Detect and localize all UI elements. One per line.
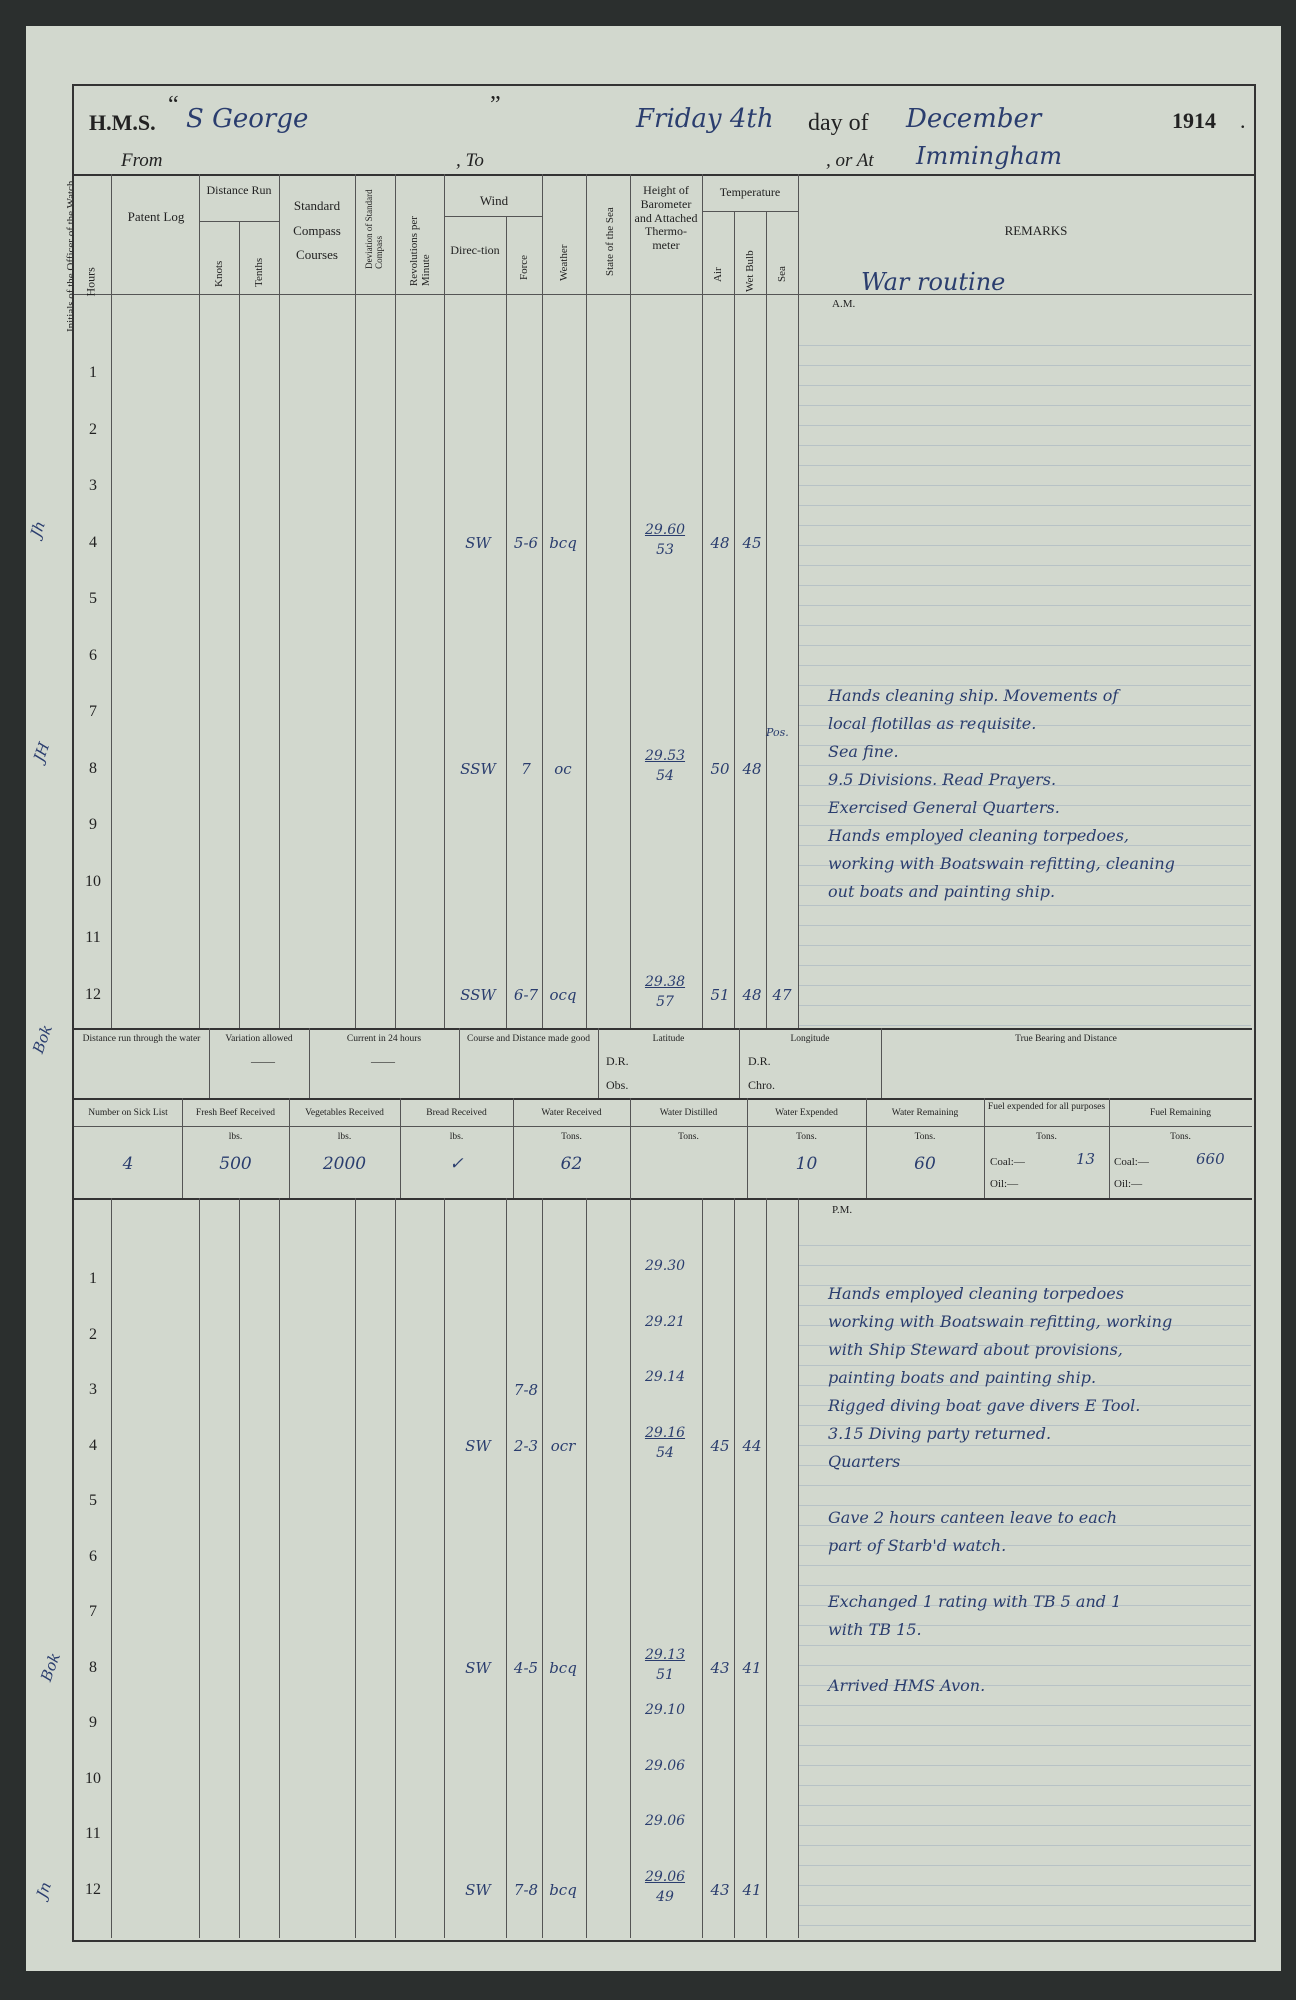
col-wind-force: Force [518, 254, 530, 280]
supply-unit: Tons. [561, 1132, 582, 1142]
barometer-reading: 29.30 [644, 1258, 686, 1274]
supply-value: 2000 [322, 1154, 367, 1174]
fuel-remaining-coal: 660 [1196, 1150, 1225, 1168]
remark-line: Arrived HMS Avon. [828, 1676, 986, 1695]
hour-12: 12 [85, 985, 101, 1003]
thermometer-reading: 51 [656, 1666, 674, 1683]
supply-label: Number on Sick List [88, 1108, 168, 1118]
ship-name: S George [186, 104, 309, 134]
thermometer-reading: 54 [656, 1444, 674, 1461]
col-distance-run: Distance Run [206, 183, 272, 197]
hour-6: 6 [89, 646, 97, 664]
barometer-reading: 29.53 [644, 747, 686, 764]
supply-label: Water Expended [775, 1108, 838, 1118]
dash: —— [371, 1054, 395, 1068]
supply-value: 62 [560, 1154, 583, 1174]
hour-3: 3 [89, 1381, 97, 1398]
supply-label: Bread Received [426, 1108, 487, 1118]
hour-5: 5 [89, 590, 97, 607]
thermometer-reading: 49 [656, 1888, 674, 1905]
barometer-reading: 29.38 [644, 973, 686, 990]
pm-label: P.M. [832, 1204, 853, 1216]
dr-label-long: D.R. [748, 1054, 771, 1068]
supply-label: Fuel Remaining [1150, 1108, 1211, 1118]
hour-12: 12 [85, 1880, 101, 1898]
air-temp: 48 [710, 533, 730, 552]
wind-force: 7-8 [513, 1381, 539, 1399]
oil-label: Oil:— [1114, 1178, 1143, 1190]
hms-label: H.M.S. [89, 110, 156, 135]
fuel-expended-coal: 13 [1076, 1150, 1096, 1168]
col-barometer: Height of Barometer and Attached Thermo-meter [634, 183, 698, 253]
supply-unit: Tons. [1036, 1132, 1057, 1142]
day-of-label: day of [808, 110, 869, 136]
remark-line: Hands employed cleaning torpedoes, [828, 826, 1130, 845]
thermometer-reading: 53 [656, 541, 674, 558]
supply-label: Water Received [541, 1108, 602, 1118]
wet-bulb-temp: 44 [742, 1436, 762, 1455]
wet-bulb-temp: 45 [742, 533, 762, 552]
hour-3: 3 [89, 477, 97, 494]
or-at-label: , or At [826, 150, 874, 171]
col-weather: Weather [558, 244, 570, 281]
hour-7: 7 [89, 1603, 97, 1620]
supply-value: 60 [914, 1154, 936, 1174]
col-tenths: Tenths [253, 257, 265, 287]
col-wet-bulb: Wet Bulb [744, 250, 756, 292]
midday-label: True Bearing and Distance [1015, 1034, 1117, 1044]
col-temperature: Temperature [719, 185, 781, 199]
weather: ocr [550, 1436, 576, 1455]
midday-label: Current in 24 hours [346, 1034, 422, 1044]
barometer-reading: 29.13 [644, 1646, 686, 1663]
barometer-reading: 29.06 [644, 1757, 686, 1774]
weather: ocq [549, 985, 577, 1004]
coal-label: Coal:— [990, 1156, 1025, 1168]
am-initials-8: JH [29, 739, 54, 765]
am-remark-note: Pos. [766, 726, 789, 739]
remark-line: Hands employed cleaning torpedoes [828, 1284, 1124, 1303]
hour-4: 4 [89, 1436, 97, 1454]
wet-bulb-temp: 41 [742, 1658, 762, 1677]
hour-1: 1 [89, 1270, 97, 1287]
pm-initials-12: Jn [32, 1879, 55, 1901]
supply-unit: Tons. [914, 1132, 936, 1142]
col-revolutions: Revolutions per Minute [407, 216, 432, 287]
air-temp: 51 [710, 985, 730, 1004]
month: December [906, 104, 1042, 134]
weather: oc [554, 759, 572, 778]
am-initials-12: Bok [29, 1022, 57, 1056]
barometer-reading: 29.14 [644, 1369, 686, 1385]
supply-value: 10 [795, 1154, 818, 1174]
hour-9: 9 [89, 816, 97, 833]
hour-6: 6 [89, 1547, 97, 1565]
thermometer-reading: 54 [656, 767, 674, 784]
remark-line: Exercised General Quarters. [828, 798, 1060, 817]
barometer-reading: 29.06 [644, 1813, 686, 1829]
from-label: From [121, 150, 163, 171]
remark-line: part of Starb'd watch. [828, 1536, 1007, 1555]
supply-unit: Tons. [1170, 1132, 1191, 1142]
col-wind: Wind [479, 193, 509, 208]
hour-8: 8 [89, 1658, 97, 1676]
remark-line: with Ship Steward about provisions, [828, 1340, 1123, 1359]
weather: bcq [549, 1658, 577, 1677]
hour-7: 7 [89, 703, 97, 720]
dr-label-lat: D.R. [606, 1054, 629, 1068]
hour-10: 10 [85, 1769, 101, 1787]
hour-2: 2 [89, 420, 97, 438]
am-label: A.M. [832, 298, 856, 310]
midday-label: Variation allowed [225, 1034, 293, 1044]
supply-value: 500 [219, 1154, 252, 1174]
remark-line: 3.15 Diving party returned. [828, 1424, 1052, 1443]
barometer-reading: 29.16 [644, 1424, 686, 1441]
remark-line: working with Boatswain refitting, working [828, 1312, 1173, 1331]
supply-label: Water Distilled [659, 1108, 718, 1118]
col-remarks: REMARKS [1004, 223, 1068, 238]
midday-label: Longitude [790, 1034, 830, 1044]
supply-unit: Tons. [678, 1132, 699, 1142]
dash: —— [251, 1054, 275, 1068]
wind-force: 7-8 [513, 1880, 539, 1899]
col-hours: Hours [83, 267, 98, 297]
weather: bcq [549, 1880, 577, 1899]
wind-force: 2-3 [513, 1436, 539, 1455]
supply-label: Fresh Beef Received [195, 1108, 276, 1118]
barometer-reading: 29.21 [644, 1313, 686, 1330]
supply-value: 4 [122, 1154, 134, 1174]
supply-value: ✓ [449, 1154, 464, 1174]
wind-direction: SSW [460, 985, 496, 1004]
col-standard-compass: Standard Compass Courses [293, 198, 341, 263]
supply-label: Water Remaining [891, 1108, 959, 1118]
oil-label: Oil:— [990, 1178, 1019, 1190]
remark-line: 9.5 Divisions. Read Prayers. [828, 770, 1057, 789]
supply-unit: lbs. [228, 1132, 243, 1142]
hour-5: 5 [89, 1492, 97, 1509]
hour-10: 10 [85, 872, 101, 890]
col-wind-direction: Direc-tion [450, 243, 500, 257]
air-temp: 45 [710, 1436, 730, 1455]
day-name: Friday 4th [636, 104, 774, 134]
remark-line: local flotillas as requisite. [828, 714, 1037, 733]
barometer-reading: 29.10 [644, 1702, 686, 1718]
air-temp: 43 [710, 1658, 730, 1677]
remark-line: painting boats and painting ship. [828, 1368, 1097, 1387]
to-label: , To [456, 150, 484, 171]
wind-force: 7 [521, 759, 531, 778]
midday-label: Distance run through the water [82, 1034, 201, 1044]
hour-11: 11 [85, 929, 101, 946]
midday-label: Course and Distance made good [467, 1034, 590, 1044]
supply-unit: Tons. [796, 1132, 817, 1142]
remark-line: Hands cleaning ship. Movements of [828, 686, 1119, 705]
wind-force: 6-7 [513, 985, 539, 1004]
hour-2: 2 [89, 1325, 97, 1343]
coal-label: Coal:— [1114, 1156, 1149, 1168]
year: 1914 [1172, 108, 1216, 133]
pm-initials-8: Bok [37, 1650, 65, 1684]
wind-direction: SSW [460, 759, 496, 778]
hour-4: 4 [89, 533, 97, 551]
remark-line: Gave 2 hours canteen leave to each [828, 1508, 1118, 1527]
log-page: Initials of the Officer of the Watch H.M.S. S George “ ” Friday 4th day of December 1914 . From , To , or At Immingham Hours Patent Log Distance Run Knots Tenths Standard Compass Courses Deviation of Standard Compass Revolutions per Minute Wind Direc-tion Force Weather State of the Sea Height of Barometer and Attached Thermo-meter Temperature Air Wet Bulb Sea REMARKS War routine A.M. 1 2 3 4 5 6 7 8 9 10 11 12 SW 5-6 bcq 29.60 53 48 45 SSW 7 oc 29.53 54 50 48 SSW 6-7 ocq 29.38 57 51 48 47 Hands cleaning ship. Movements of local flotillas as requisite. Sea fine. 9.5 Divisions. Read Prayers. Exercised General Quarters. Hands employed cleaning torpedoes, working with Boatswain refitting, cleaning out boats and painting ship. Jh JH Bok Pos. Distance run through the water Variation allowed Current in 24 hours Course and Distance made good Latitude Longitude True Bearing and Distance D.R. Obs. D.R. Chro. —— —— Number on Sick List 4 Fresh Beef Received lbs. 500 Vegetables Received lbs. 2000 Bread Received lbs. ✓ Water Received Tons. 62 Water Distilled Tons. Water Expended Tons. 10 Water Remaining Tons. 60 Fuel expended for all purposes Tons. Fuel Remaining Tons. Coal:— Coal:— Oil:— Oil:— 13 660 P.M. 1 2 3 4 5 6 7 8 9 10 11 12 29.30 29.21 7-8 29.14 SW 2-3 ocr 29.16 54 45 44 SW 4-5 bcq 29.13 51 43 41 29.10 29.06 29.06 SW 7-8 bcq 29.06 49 43 41 Hands employed cleaning torpedoes working with Boatswain refitting, working with Ship Steward about provisions, painting boats and painting ship. Rigged diving boat gave divers E Tool. 3.15 Diving party returned. Quarters Gave 2 hours canteen leave to each part of Starb'd watch. Exchanged 1 rating with TB 5 and 1 with TB 15. Arrived HMS Avon. Bok Jn [26, 26, 1281, 1971]
col-knots: Knots [213, 260, 225, 287]
wind-force: 5-6 [513, 533, 539, 552]
remark-line: out boats and painting ship. [828, 882, 1056, 901]
remark-line: Rigged diving boat gave divers E Tool. [828, 1396, 1141, 1415]
hour-8: 8 [89, 759, 97, 777]
col-patent-log: Patent Log [127, 209, 185, 224]
remark-line: working with Boatswain refitting, cleaning [828, 854, 1175, 873]
wind-direction: SW [465, 533, 491, 552]
remarks-war-routine: War routine [861, 268, 1006, 296]
weather: bcq [549, 533, 577, 552]
supply-unit: lbs. [337, 1132, 352, 1142]
wet-bulb-temp: 48 [742, 759, 762, 778]
hour-1: 1 [89, 364, 97, 381]
hour-9: 9 [89, 1714, 97, 1731]
wet-bulb-temp: 41 [742, 1880, 762, 1899]
hour-11: 11 [85, 1825, 101, 1842]
col-air: Air [712, 267, 724, 282]
wet-bulb-temp: 48 [742, 985, 762, 1004]
remark-line: Quarters [828, 1452, 901, 1471]
obs-label: Obs. [606, 1078, 629, 1092]
air-temp: 50 [710, 759, 730, 778]
barometer-reading: 29.60 [644, 521, 686, 538]
air-temp: 43 [710, 1880, 730, 1899]
wind-direction: SW [465, 1658, 491, 1677]
sea-temp: 47 [772, 985, 792, 1004]
wind-direction: SW [465, 1880, 491, 1899]
supply-label: Vegetables Received [305, 1108, 384, 1118]
barometer-reading: 29.06 [644, 1868, 686, 1885]
location: Immingham [916, 142, 1063, 170]
remark-line: Sea fine. [828, 742, 899, 761]
chro-label: Chro. [748, 1078, 775, 1092]
remark-line: with TB 15. [828, 1620, 922, 1639]
remark-line: Exchanged 1 rating with TB 5 and 1 [828, 1592, 1122, 1611]
supply-unit: lbs. [449, 1132, 464, 1142]
col-deviation: Deviation of Standard Compass [364, 189, 384, 269]
supply-label: Fuel expended for all purposes [987, 1102, 1106, 1112]
wind-force: 4-5 [513, 1658, 539, 1677]
col-sea: Sea [776, 266, 788, 282]
thermometer-reading: 57 [656, 993, 674, 1010]
am-initials-4: Jh [26, 518, 49, 540]
col-state-of-sea: State of the Sea [604, 207, 616, 276]
midday-label: Latitude [652, 1034, 685, 1044]
wind-direction: SW [465, 1436, 491, 1455]
officer-initials-label: Initials of the Officer of the Watch [65, 180, 77, 332]
